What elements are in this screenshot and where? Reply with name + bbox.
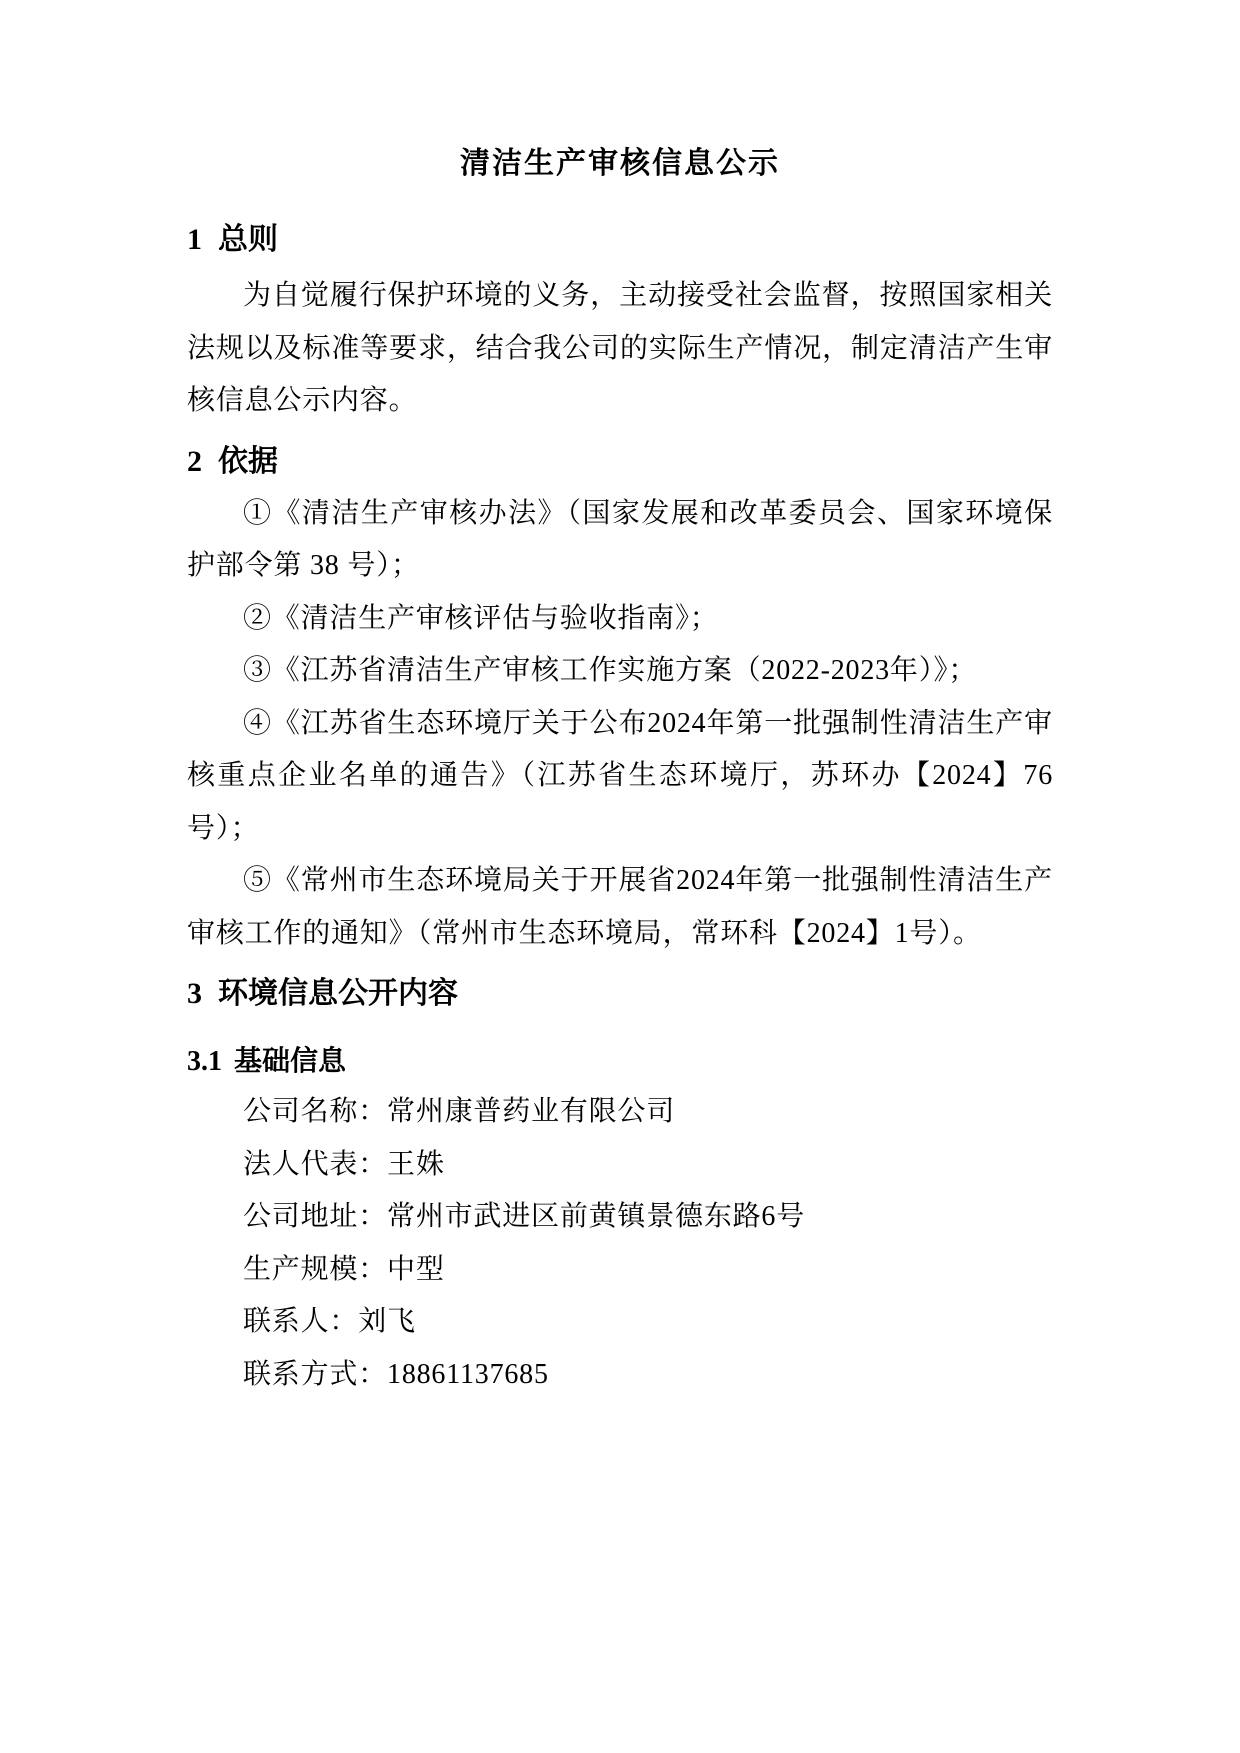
field-company-name [187,1086,1053,1139]
section-basis [187,440,1053,961]
section-general-rules [187,218,1053,428]
field-label: 联系人： [243,1306,359,1337]
field-contact-phone [187,1349,1053,1402]
subsection-3-1-heading [187,1042,1053,1082]
field-label: 联系方式： [243,1358,388,1390]
document-title: 清洁生产审核信息公示 [460,147,780,180]
section-disclosure-content [187,972,1053,1401]
field-value: 王姝 [387,1148,445,1180]
field-company-address [187,1191,1053,1244]
field-label: 公司地址： [243,1201,388,1232]
field-value: 刘飞 [358,1306,416,1337]
field-legal-representative [187,1139,1053,1192]
section-2-title: 依据 [218,444,278,478]
field-value: 中型 [387,1253,445,1285]
field-label: 公司名称： [243,1096,388,1127]
field-label: 生产规模： [243,1253,388,1285]
section-3-number: 3 [187,977,202,1010]
document-content [187,0,1053,1401]
section-1-heading [187,218,1053,262]
section-2-heading [187,440,1053,484]
field-value: 常州康普药业有限公司 [387,1096,676,1127]
basis-list [187,488,1053,961]
field-contact-person [187,1296,1053,1349]
section-2-number: 2 [187,444,202,478]
subsection-3-1-title: 基础信息 [234,1046,347,1077]
paragraph-general-rules: 为自觉履行保护环境的义务，主动接受社会监督，按照国家相关法规以及标准等要求，结合我公司的实际生产情况，制定清洁产生审核信息公示内容。 [187,280,1053,416]
basis-item-5: ⑤《常州市生态环境局关于开展省2024年第一批强制性清洁生产审核工作的通知》（常州市生态环境局，常环科【2024】1号）。 [187,865,1053,949]
field-production-scale [187,1244,1053,1297]
field-label: 法人代表： [243,1148,388,1180]
section-3-heading [187,972,1053,1016]
basis-item-1: ①《清洁生产审核办法》（国家发展和改革委员会、国家环境保护部令第 38 号）； [187,497,1053,581]
subsection-3-1-number: 3.1 [187,1046,222,1077]
basic-info-fields [187,1086,1053,1401]
basis-item-3: ③《江苏省清洁生产审核工作实施方案（2022-2023年）》； [243,655,978,686]
section-1-title: 总则 [218,223,278,256]
section-3-title: 环境信息公开内容 [218,977,458,1010]
field-value: 18861137685 [387,1358,549,1390]
basis-item-2: ②《清洁生产审核评估与验收指南》； [243,602,719,634]
section-1-number: 1 [187,223,202,256]
basis-item-4: ④《江苏省生态环境厅关于公布2024年第一批强制性清洁生产审核重点企业名单的通告》（江苏省生态环境厅，苏环办【2024】76 号）； [187,707,1053,844]
field-value: 常州市武进区前黄镇景德东路6号 [387,1201,806,1232]
